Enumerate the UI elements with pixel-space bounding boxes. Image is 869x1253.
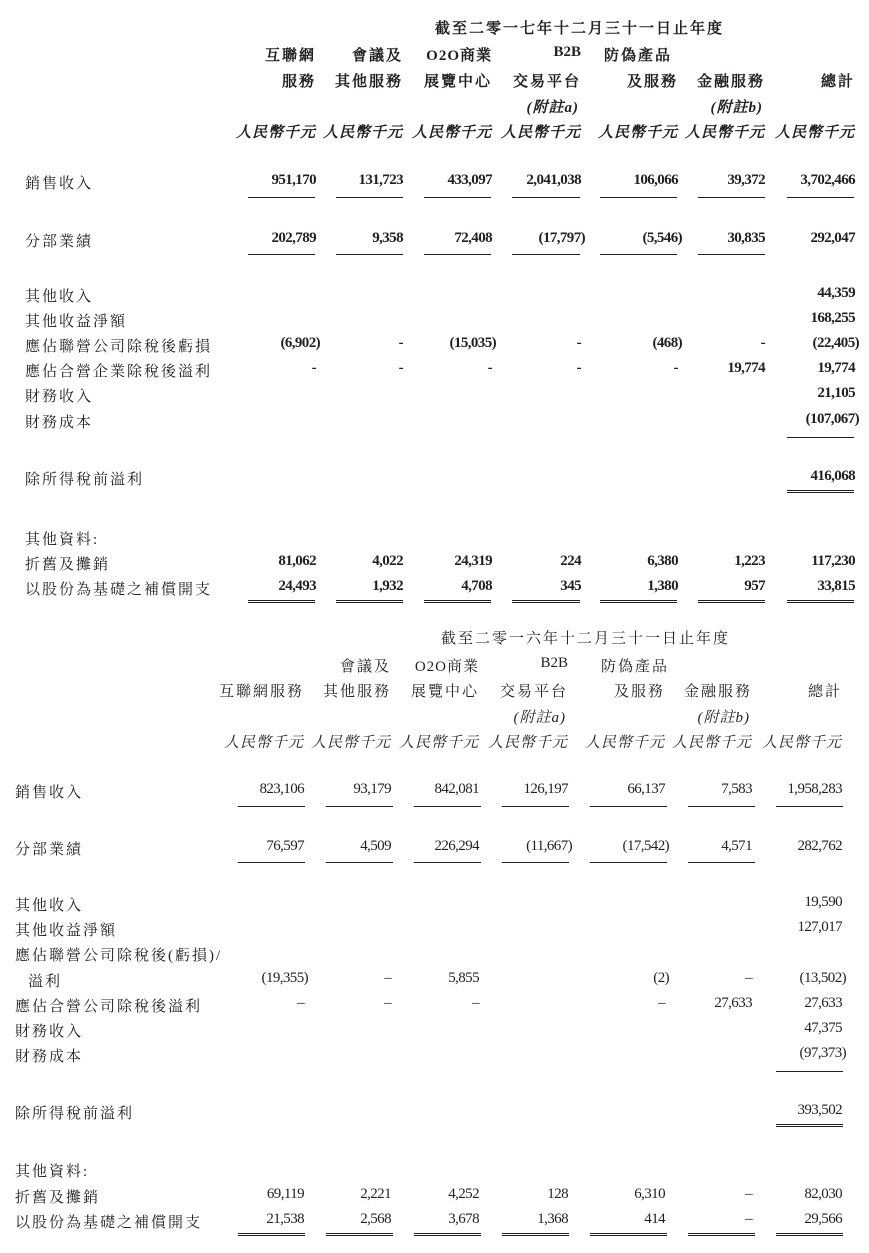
cell-value: 82,030 xyxy=(804,1186,842,1202)
col-header-line1: O2O商業 xyxy=(414,659,479,675)
table-period-title-2017: 截至二零一七年十二月三十一日止年度 xyxy=(435,21,725,37)
cell-value: 93,179 xyxy=(353,781,391,797)
cell-value: (5,546) xyxy=(642,230,682,246)
units-label: 人民幣千元 xyxy=(310,735,391,751)
cell-value: 292,047 xyxy=(810,230,855,246)
cell-value: 951,170 xyxy=(271,172,316,188)
cell-value: 44,359 xyxy=(817,285,855,301)
cell-value: (17,542) xyxy=(622,838,669,854)
cell-value: (6,902) xyxy=(280,335,320,351)
cell-value: 27,633 xyxy=(714,995,752,1011)
cell-value: 126,197 xyxy=(523,781,568,797)
cell-value: – xyxy=(745,1186,752,1202)
double-underline xyxy=(776,1124,843,1127)
row-label: 以股份為基礎之補償開支 xyxy=(25,582,213,598)
row-label: 應佔聯營公司除稅後虧損 xyxy=(25,339,213,355)
underline xyxy=(698,254,765,255)
cell-value: 393,502 xyxy=(797,1102,842,1118)
cell-value: 2,041,038 xyxy=(526,172,581,188)
table-row-profit-before-tax xyxy=(0,468,869,492)
col-header-line2: 交易平台 xyxy=(499,684,568,700)
col-header-line1: 防偽產品 xyxy=(601,659,670,675)
units-label: 人民幣千元 xyxy=(584,735,665,751)
row-label: 應佔合營公司除稅後溢利 xyxy=(15,999,203,1015)
col-note-a: (附註a) xyxy=(526,100,579,116)
table-row-share-associates xyxy=(0,335,869,359)
cell-value: 19,590 xyxy=(804,894,842,910)
cell-value: – xyxy=(297,995,304,1011)
col-header-line1: 會議及 xyxy=(339,659,391,675)
cell-value: – xyxy=(658,995,665,1011)
table-row-profit-before-tax xyxy=(0,1102,869,1126)
row-label: 其他收益淨額 xyxy=(25,314,128,330)
col-header-line2: 展覽中心 xyxy=(423,74,492,90)
double-underline xyxy=(787,600,854,603)
row-label: 財務收入 xyxy=(15,1024,84,1040)
double-underline xyxy=(336,600,403,603)
col-header-line2: 金融服務 xyxy=(683,684,752,700)
underline xyxy=(424,197,491,198)
cell-value: 72,408 xyxy=(454,230,492,246)
underline xyxy=(248,254,315,255)
units-label: 人民幣千元 xyxy=(671,735,752,751)
cell-value: (97,373) xyxy=(799,1045,846,1061)
units-label: 人民幣千元 xyxy=(774,125,855,141)
cell-value: - xyxy=(398,335,403,351)
cell-value: 282,762 xyxy=(797,838,842,854)
row-label: 除所得稅前溢利 xyxy=(25,472,145,488)
cell-value: 19,774 xyxy=(817,360,855,376)
underline xyxy=(688,806,755,807)
cell-value: - xyxy=(576,360,581,376)
cell-value: 81,062 xyxy=(278,553,316,569)
cell-value: 29,566 xyxy=(804,1211,842,1227)
units-label: 人民幣千元 xyxy=(487,735,568,751)
cell-value: 4,571 xyxy=(721,838,752,854)
table-row-other-gains xyxy=(0,310,869,334)
col-note-a: (附註a) xyxy=(513,710,566,726)
underline xyxy=(502,806,569,807)
table-row-finance-income xyxy=(0,385,869,409)
col-note-b: (附註b) xyxy=(697,710,750,726)
cell-value: 1,932 xyxy=(372,578,403,594)
underline xyxy=(502,862,569,863)
row-label: 溢利 xyxy=(28,974,63,990)
row-label: 分部業績 xyxy=(25,234,94,250)
cell-value: 414 xyxy=(644,1211,665,1227)
cell-value: - xyxy=(487,360,492,376)
col-header-line2: 及服務 xyxy=(626,74,678,90)
cell-value: (17,797) xyxy=(538,230,585,246)
underline xyxy=(688,862,755,863)
cell-value: 4,022 xyxy=(372,553,403,569)
double-underline xyxy=(600,600,677,603)
col-header-line1: O2O商業 xyxy=(426,48,492,64)
underline xyxy=(248,197,315,198)
table-row-other-income xyxy=(0,285,869,309)
cell-value: 6,310 xyxy=(634,1186,665,1202)
cell-value: 1,368 xyxy=(537,1211,568,1227)
cell-value: 4,509 xyxy=(360,838,391,854)
cell-value: 76,597 xyxy=(266,838,304,854)
table-row-share-comp xyxy=(0,578,869,602)
units-label: 人民幣千元 xyxy=(411,125,492,141)
cell-value: 1,380 xyxy=(647,578,678,594)
table-row-share-comp xyxy=(0,1211,869,1235)
underline xyxy=(590,862,667,863)
cell-value: 433,097 xyxy=(447,172,492,188)
row-label: 其他資料: xyxy=(15,1164,90,1180)
cell-value: 106,066 xyxy=(633,172,678,188)
double-underline xyxy=(787,490,854,493)
col-header-line2: 總計 xyxy=(807,684,842,700)
cell-value: 168,255 xyxy=(810,310,855,326)
row-label: 其他收入 xyxy=(25,289,94,305)
units-label: 人民幣千元 xyxy=(597,125,678,141)
underline xyxy=(326,862,393,863)
underline xyxy=(600,197,677,198)
table-row-share-jv xyxy=(0,360,869,384)
col-header-line2: 服務 xyxy=(281,74,316,90)
cell-value: 66,137 xyxy=(627,781,665,797)
row-label: 財務收入 xyxy=(25,389,94,405)
cell-value: 27,633 xyxy=(804,995,842,1011)
cell-value: (468) xyxy=(652,335,682,351)
units-label: 人民幣千元 xyxy=(235,125,316,141)
units-label: 人民幣千元 xyxy=(398,735,479,751)
double-underline xyxy=(502,1233,569,1236)
cell-value: 202,789 xyxy=(271,230,316,246)
col-header-line1: 互聯網 xyxy=(264,48,316,64)
underline xyxy=(600,254,677,255)
col-header-line2: 金融服務 xyxy=(696,74,765,90)
units-label: 人民幣千元 xyxy=(500,125,581,141)
double-underline xyxy=(590,1233,667,1236)
cell-value: 127,017 xyxy=(797,919,842,935)
cell-value: 416,068 xyxy=(810,468,855,484)
col-note-b: (附註b) xyxy=(710,100,763,116)
row-label: 其他收益淨額 xyxy=(15,923,118,939)
double-underline xyxy=(776,1233,843,1236)
table-row-share-associates-label-line1 xyxy=(0,944,869,968)
units-label: 人民幣千元 xyxy=(322,125,403,141)
row-label: 分部業績 xyxy=(15,842,84,858)
underline xyxy=(424,254,491,255)
table-row-segment-results xyxy=(0,838,869,862)
cell-value: 69,119 xyxy=(266,1186,304,1202)
cell-value: 30,835 xyxy=(727,230,765,246)
cell-value: 224 xyxy=(560,553,581,569)
underline xyxy=(326,806,393,807)
table-row-revenue xyxy=(0,781,869,805)
cell-value: (2) xyxy=(653,970,669,986)
cell-value: 21,105 xyxy=(817,385,855,401)
col-header-line2: 交易平台 xyxy=(512,74,581,90)
col-header-line2: 展覽中心 xyxy=(410,684,479,700)
double-underline xyxy=(248,600,315,603)
cell-value: (15,035) xyxy=(449,335,496,351)
cell-value: 7,583 xyxy=(721,781,752,797)
cell-value: 3,702,466 xyxy=(800,172,855,188)
table-row-depreciation xyxy=(0,553,869,577)
cell-value: 2,221 xyxy=(360,1186,391,1202)
units-label: 人民幣千元 xyxy=(223,735,304,751)
cell-value: (22,405) xyxy=(812,335,859,351)
cell-value: - xyxy=(760,335,765,351)
table-row-finance-costs xyxy=(0,1045,869,1069)
underline xyxy=(698,197,765,198)
row-label: 銷售收入 xyxy=(25,176,94,192)
cell-value: 1,223 xyxy=(734,553,765,569)
double-underline xyxy=(414,1233,481,1236)
cell-value: 117,230 xyxy=(811,553,855,569)
cell-value: 4,252 xyxy=(448,1186,479,1202)
row-label: 應佔合營企業除稅後溢利 xyxy=(25,364,213,380)
underline xyxy=(414,806,481,807)
table-period-title-2016: 截至二零一六年十二月三十一日止年度 xyxy=(441,631,731,647)
row-label: 財務成本 xyxy=(15,1049,84,1065)
cell-value: - xyxy=(673,360,678,376)
cell-value: (13,502) xyxy=(799,970,846,986)
cell-value: - xyxy=(576,335,581,351)
table-row-segment-results xyxy=(0,230,869,254)
underline xyxy=(512,197,580,198)
underline xyxy=(238,862,305,863)
table-row-other-gains xyxy=(0,919,869,943)
double-underline xyxy=(512,600,580,603)
cell-value: 131,723 xyxy=(358,172,403,188)
units-label: 人民幣千元 xyxy=(761,735,842,751)
table-row-depreciation xyxy=(0,1186,869,1210)
underline xyxy=(787,437,854,438)
cell-value: 3,678 xyxy=(448,1211,479,1227)
table-row-revenue xyxy=(0,172,869,196)
underline xyxy=(787,197,854,198)
col-header-line1: B2B xyxy=(553,44,581,60)
cell-value: 128 xyxy=(547,1186,568,1202)
cell-value: 2,568 xyxy=(360,1211,391,1227)
cell-value: 21,538 xyxy=(266,1211,304,1227)
cell-value: – xyxy=(384,970,391,986)
underline xyxy=(414,862,481,863)
table-row-other-info-heading xyxy=(0,1160,869,1184)
cell-value: 4,708 xyxy=(461,578,492,594)
col-header-line1: B2B xyxy=(540,655,568,671)
cell-value: (107,067) xyxy=(805,411,859,427)
row-label: 折舊及攤銷 xyxy=(15,1190,101,1206)
row-label: 財務成本 xyxy=(25,415,94,431)
double-underline xyxy=(326,1233,393,1236)
cell-value: 5,855 xyxy=(448,970,479,986)
col-header-line2: 總計 xyxy=(820,74,855,90)
row-label: 除所得稅前溢利 xyxy=(15,1106,135,1122)
cell-value: 24,493 xyxy=(278,578,316,594)
cell-value: 345 xyxy=(560,578,581,594)
cell-value: 24,319 xyxy=(454,553,492,569)
cell-value: 19,774 xyxy=(727,360,765,376)
table-row-share-jv xyxy=(0,995,869,1019)
cell-value: – xyxy=(745,970,752,986)
row-label: 其他資料: xyxy=(25,532,100,548)
underline xyxy=(590,806,667,807)
table-row-finance-costs xyxy=(0,411,869,435)
double-underline xyxy=(688,1233,755,1236)
col-header-line2: 互聯網服務 xyxy=(218,684,304,700)
double-underline xyxy=(698,600,765,603)
underline xyxy=(336,254,403,255)
row-label: 銷售收入 xyxy=(15,785,84,801)
underline xyxy=(512,254,580,255)
col-header-line2: 及服務 xyxy=(613,684,665,700)
underline xyxy=(238,806,305,807)
table-row-other-income xyxy=(0,894,869,918)
row-label: 應佔聯營公司除稅後(虧損)/ xyxy=(15,948,223,964)
cell-value: (19,355) xyxy=(261,970,308,986)
cell-value: (11,667) xyxy=(526,838,572,854)
cell-value: 47,375 xyxy=(804,1020,842,1036)
cell-value: 39,372 xyxy=(727,172,765,188)
cell-value: - xyxy=(311,360,316,376)
row-label: 折舊及攤銷 xyxy=(25,557,111,573)
underline xyxy=(776,806,843,807)
cell-value: 33,815 xyxy=(817,578,855,594)
col-header-line2: 其他服務 xyxy=(322,684,391,700)
cell-value: – xyxy=(745,1211,752,1227)
table-row-finance-income xyxy=(0,1020,869,1044)
cell-value: 842,081 xyxy=(434,781,479,797)
cell-value: – xyxy=(472,995,479,1011)
col-header-line2: 其他服務 xyxy=(334,74,403,90)
cell-value: 823,106 xyxy=(259,781,304,797)
cell-value: 9,358 xyxy=(372,230,403,246)
col-header-line1: 防偽產品 xyxy=(604,48,673,64)
cell-value: – xyxy=(384,995,391,1011)
cell-value: 6,380 xyxy=(647,553,678,569)
cell-value: 957 xyxy=(744,578,765,594)
cell-value: 226,294 xyxy=(434,838,479,854)
double-underline xyxy=(424,600,491,603)
underline xyxy=(336,197,403,198)
row-label: 以股份為基礎之補償開支 xyxy=(15,1215,203,1231)
double-underline xyxy=(238,1233,305,1236)
cell-value: - xyxy=(398,360,403,376)
units-label: 人民幣千元 xyxy=(684,125,765,141)
row-label: 其他收入 xyxy=(15,898,84,914)
table-row-share-associates xyxy=(0,970,869,994)
underline xyxy=(776,1071,843,1072)
col-header-line1: 會議及 xyxy=(351,48,403,64)
table-row-other-info-heading xyxy=(0,528,869,552)
cell-value: 1,958,283 xyxy=(787,781,842,797)
